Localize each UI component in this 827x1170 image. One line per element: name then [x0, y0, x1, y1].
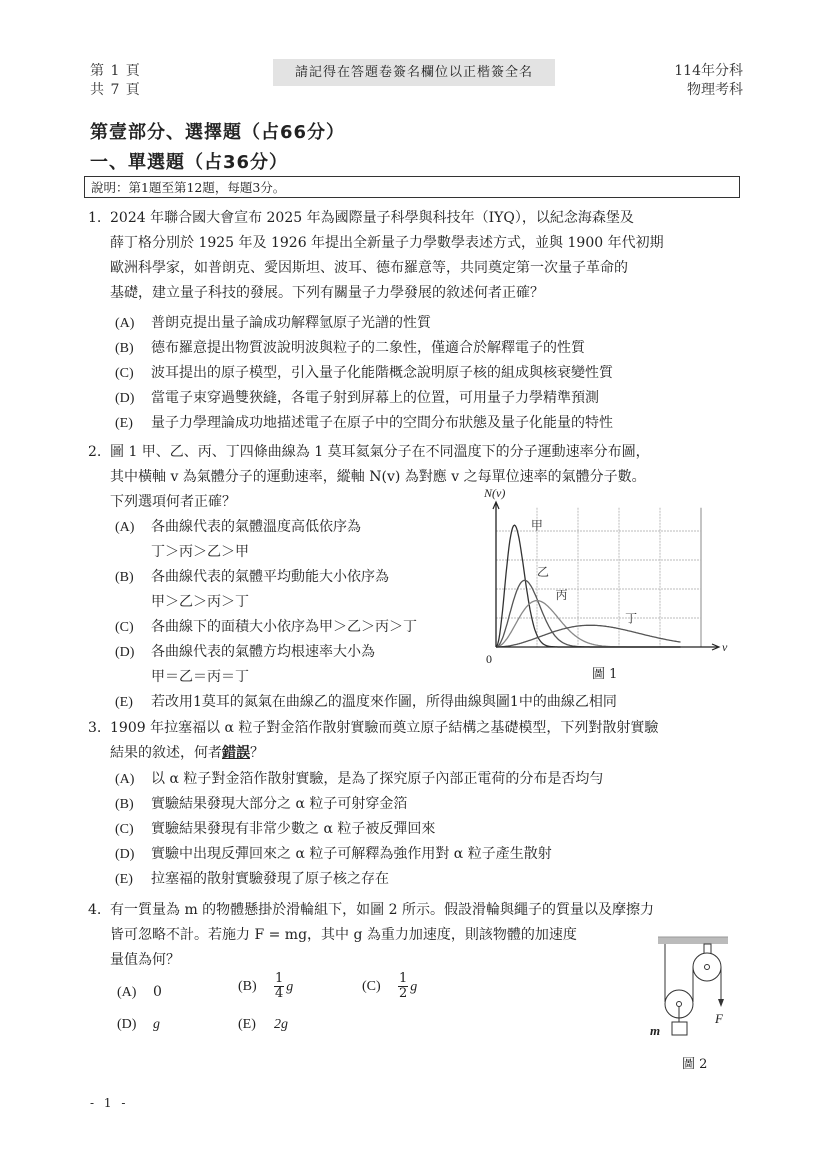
- part-title: 第壹部分、選擇題（占66分）: [90, 122, 346, 143]
- curve-label: 丙: [555, 588, 568, 603]
- page-indicator: [90, 62, 141, 100]
- q2-option-e[interactable]: (E) 若改用1莫耳的氮氣在曲線乙的溫度來作圖，所得曲線與圖1中的曲線乙相同: [115, 694, 617, 710]
- q2-option-b[interactable]: (B) 各曲線代表的氣體平均動能大小依序為 甲＞乙＞丙＞丁: [115, 569, 389, 610]
- question-text-line: 圖 1 甲、乙、丙、丁四條曲線為 1 莫耳氦氣分子在不同溫度下的分子運動速率分布圖，: [110, 444, 650, 460]
- question-text-line: 薛丁格分別於 1925 年及 1926 年提出全新量子力學數學表述方式，並與 1900 年代初期: [110, 235, 664, 251]
- q1-option-b[interactable]: (B) 德布羅意提出物質波說明波與粒子的二象性，僅適合於解釋電子的性質: [115, 340, 585, 356]
- q1-option-d[interactable]: (D) 當電子束穿過雙狹縫，各電子射到屏幕上的位置，可用量子力學精準預測: [115, 390, 599, 406]
- curve-4: [496, 625, 681, 647]
- curve-label: 丁: [625, 611, 638, 626]
- exam-subject-name: 物理考科: [687, 82, 743, 98]
- section-title: 一、單選題（占36分）: [90, 152, 289, 173]
- chart-axes: [493, 502, 719, 650]
- page-number-footer: - 1 -: [90, 1096, 129, 1110]
- question-number: 4.: [88, 902, 102, 918]
- q3-option-e[interactable]: (E) 拉塞福的散射實驗發現了原子核之存在: [115, 871, 389, 887]
- question-text-line: 皆可忽略不計。若施力 F = mg，其中 g 為重力加速度，則該物體的加速度: [110, 927, 577, 943]
- chart-curves: [496, 525, 681, 647]
- question-text-line: 基礎，建立量子科技的發展。下列有關量子力學發展的敘述何者正確？: [110, 285, 544, 301]
- q4-option-e[interactable]: (E) 2g: [238, 1017, 288, 1032]
- question-text-line: 下列選項何者正確？: [110, 494, 236, 510]
- question-number: 3.: [88, 720, 102, 736]
- curve-label: 乙: [537, 564, 550, 579]
- question-text-line: 結果的敘述，何者錯誤？: [110, 745, 264, 761]
- figure-1-caption: 圖 1: [592, 667, 618, 682]
- q4-option-a[interactable]: (A) 0: [117, 984, 162, 1000]
- question-number: 2.: [88, 444, 102, 460]
- question-text-line: 歐洲科學家，如普朗克、愛因斯坦、波耳、德布羅意等，共同奠定第一次量子革命的: [110, 260, 628, 276]
- question-text-line: 其中橫軸 v 為氣體分子的運動速率，縱軸 N(v) 為對應 v 之每單位速率的氣體分子數。: [110, 469, 646, 485]
- force-arrow-icon: [718, 999, 724, 1007]
- q4-option-b[interactable]: (B) $\frac{1}{4}$ g: [238, 971, 294, 1001]
- question-text-line: 1909 年拉塞福以 α 粒子對金箔作散射實驗而奠立原子結構之基礎模型，下列對散射實驗: [110, 720, 659, 736]
- q2-option-d[interactable]: (D) 各曲線代表的氣體方均根速率大小為 甲＝乙＝丙＝丁: [115, 644, 375, 685]
- instructions-box: 說明：第1題至第12題，每題3分。: [84, 176, 740, 198]
- question-text-line: 有一質量為 m 的物體懸掛於滑輪組下，如圖 2 所示。假設滑輪與繩子的質量以及摩擦力: [110, 902, 654, 918]
- force-label: F: [715, 1011, 723, 1026]
- q2-option-a[interactable]: (A) 各曲線代表的氣體溫度高低依序為 丁＞丙＞乙＞甲: [115, 519, 361, 560]
- question-text-line: 2024 年聯合國大會宣布 2025 年為國際量子科學與科技年（IYQ），以紀念海森堡及: [110, 210, 634, 226]
- page-current: 第 1 頁: [90, 63, 141, 79]
- figure-1-chart: [470, 485, 740, 685]
- q4-option-d[interactable]: (D) g: [117, 1017, 160, 1032]
- curve-1: [496, 525, 681, 647]
- q1-option-e[interactable]: (E) 量子力學理論成功地描述電子在原子中的空間分布狀態及量子化能量的特性: [115, 415, 613, 431]
- fraction: $\frac{1}{2}$: [399, 971, 408, 1001]
- q3-option-d[interactable]: (D) 實驗中出現反彈回來之 α 粒子可解釋為強作用對 α 粒子產生散射: [115, 846, 552, 862]
- emphasis-wrong: 錯誤: [222, 745, 250, 761]
- origin-label: 0: [486, 652, 492, 666]
- question-text-line: 量值為何？: [110, 952, 180, 968]
- q3-option-b[interactable]: (B) 實驗結果發現大部分之 α 粒子可射穿金箔: [115, 796, 408, 812]
- page-total: 共 7 頁: [90, 82, 141, 98]
- q1-option-c[interactable]: (C) 波耳提出的原子模型，引入量子化能階概念說明原子核的組成與核衰變性質: [115, 365, 613, 381]
- fraction: $\frac{1}{4}$: [275, 971, 284, 1001]
- mass-block-icon: [672, 1022, 687, 1035]
- question-1: [88, 206, 748, 306]
- figure-2-caption: 圖 2: [682, 1057, 708, 1072]
- mass-label: m: [650, 1023, 661, 1038]
- q1-option-a[interactable]: (A) 普朗克提出量子論成功解釋氫原子光譜的性質: [115, 315, 431, 331]
- q3-option-c[interactable]: (C) 實驗結果發現有非常少數之 α 粒子被反彈回來: [115, 821, 436, 837]
- signature-notice: 請記得在答題卷簽名欄位以正楷簽全名: [273, 59, 555, 86]
- ceiling-icon: [658, 937, 728, 944]
- question-number: 1.: [88, 210, 102, 226]
- exam-subject: [674, 62, 743, 100]
- q2-option-c[interactable]: (C) 各曲線下的面積大小依序為甲＞乙＞丙＞丁: [115, 619, 417, 635]
- q4-option-c[interactable]: (C) $\frac{1}{2}$ g: [362, 971, 418, 1001]
- curve-label: 甲: [530, 518, 543, 533]
- figure-2-pulley-diagram: [640, 925, 750, 1075]
- exam-year: 114年分科: [674, 63, 743, 79]
- question-3: [88, 716, 748, 766]
- x-axis-label: v: [722, 640, 728, 654]
- q3-option-a[interactable]: (A) 以 α 粒子對金箔作散射實驗，是為了探究原子內部正電荷的分布是否均勻: [115, 771, 604, 787]
- y-axis-label: N(v): [484, 486, 506, 500]
- curve-3: [496, 601, 681, 647]
